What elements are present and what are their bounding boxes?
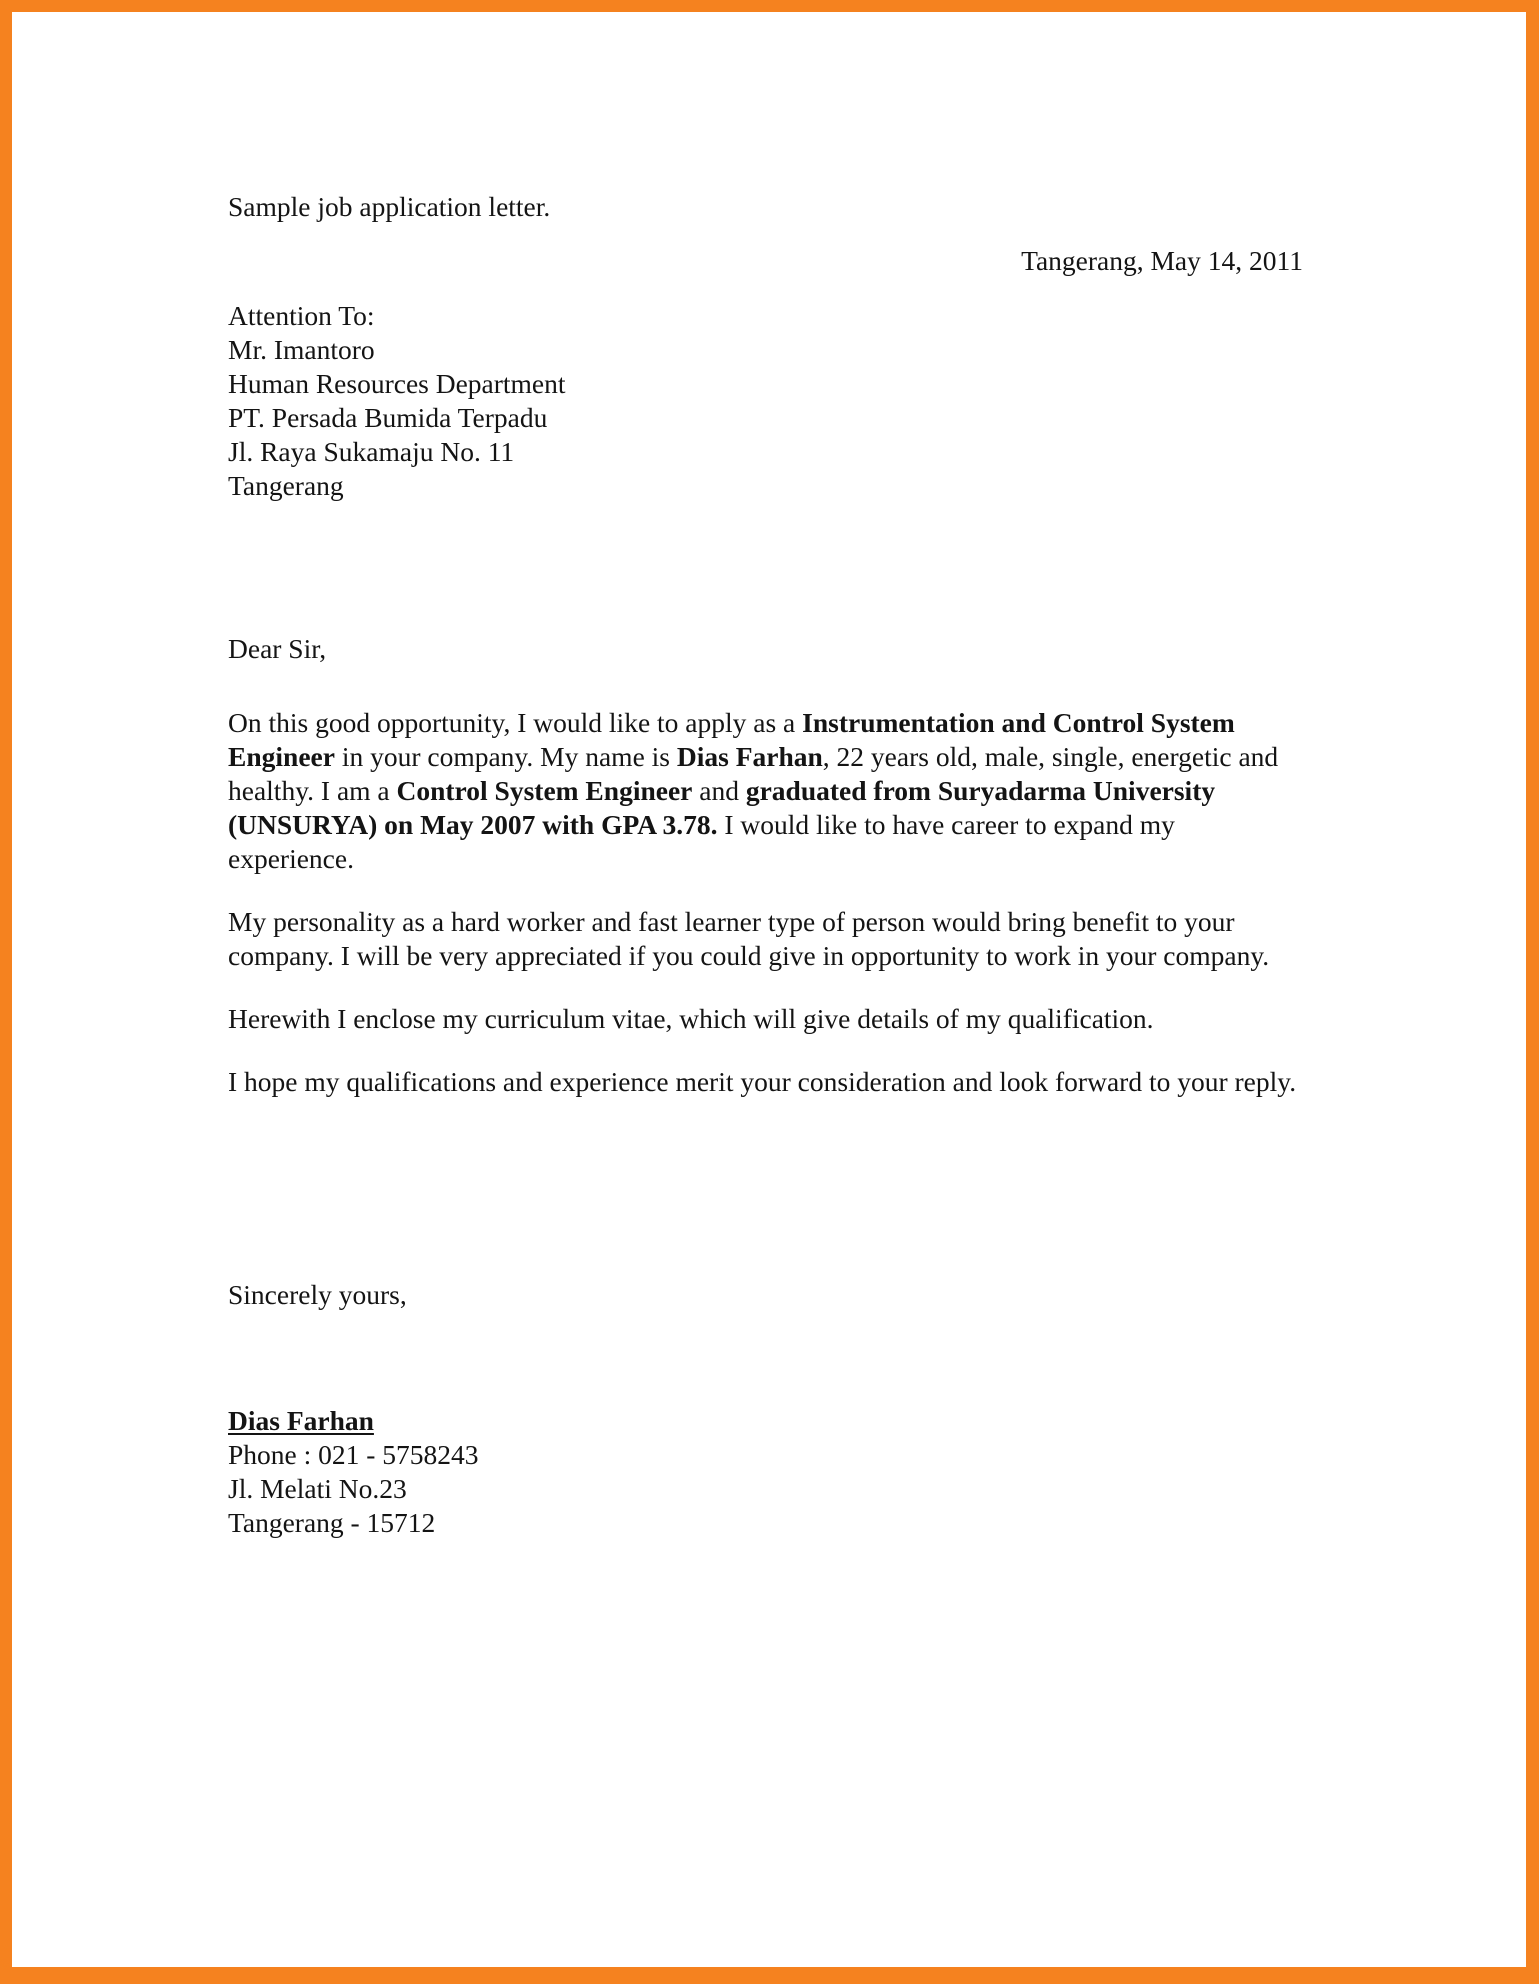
signature-street: Jl. Melati No.23 xyxy=(228,1473,407,1504)
recipient-name: Mr. Imantoro xyxy=(228,334,375,365)
paragraph-1-bold-role: Control System Engineer xyxy=(396,775,693,806)
paragraph-1-run-3: in your company. My name is xyxy=(334,741,677,772)
recipient-department: Human Resources Department xyxy=(228,368,566,399)
paragraph-1-run-9: I would like to have career to expand my experience. xyxy=(228,809,1175,874)
body-paragraph-1 xyxy=(228,706,1303,876)
signature-phone: Phone : 021 - 5758243 xyxy=(228,1439,479,1470)
recipient-street: Jl. Raya Sukamaju No. 11 xyxy=(228,436,515,467)
date-line: Tangerang, May 14, 2011 xyxy=(1021,245,1303,276)
paragraph-1-run-1: On this good opportunity, I would like to apply as a xyxy=(228,707,803,738)
body-paragraph-2: My personality as a hard worker and fast learner type of person would bring benefit to your company. I will be very appreciated if you could give in opportunity to work in your company. xyxy=(228,906,1270,971)
paragraph-1-bold-job-title: Instrumentation and Control System Engineer xyxy=(228,707,1235,772)
paragraph-1-bold-applicant-name: Dias Farhan xyxy=(676,741,823,772)
paragraph-1-run-7: and xyxy=(692,775,746,806)
paragraph-1-bold-education: graduated from Suryadarma University (UNSURYA) on May 2007 with GPA 3.78. xyxy=(228,775,1216,840)
paragraph-1-run-5: , 22 years old, male, single, energetic and healthy. I am a xyxy=(228,741,1279,806)
recipient-address-block xyxy=(228,299,1303,503)
signature-name xyxy=(228,1404,479,1438)
signature-block xyxy=(228,1404,479,1540)
letter-body xyxy=(228,706,1303,1128)
salutation: Dear Sir, xyxy=(228,633,327,664)
subject-line: Sample job application letter. xyxy=(228,191,551,222)
letter-page xyxy=(12,12,1526,1967)
signature-name-text: Dias Farhan xyxy=(228,1405,374,1436)
signature-city-postal: Tangerang - 15712 xyxy=(228,1507,436,1538)
attention-label: Attention To: xyxy=(228,300,375,331)
recipient-company: PT. Persada Bumida Terpadu xyxy=(228,402,548,433)
closing-salutation: Sincerely yours, xyxy=(228,1279,407,1310)
recipient-city: Tangerang xyxy=(228,470,344,501)
body-paragraph-4: I hope my qualifications and experience merit your consideration and look forward to your reply. xyxy=(228,1066,1297,1097)
body-paragraph-3: Herewith I enclose my curriculum vitae, which will give details of my qualification. xyxy=(228,1003,1154,1034)
